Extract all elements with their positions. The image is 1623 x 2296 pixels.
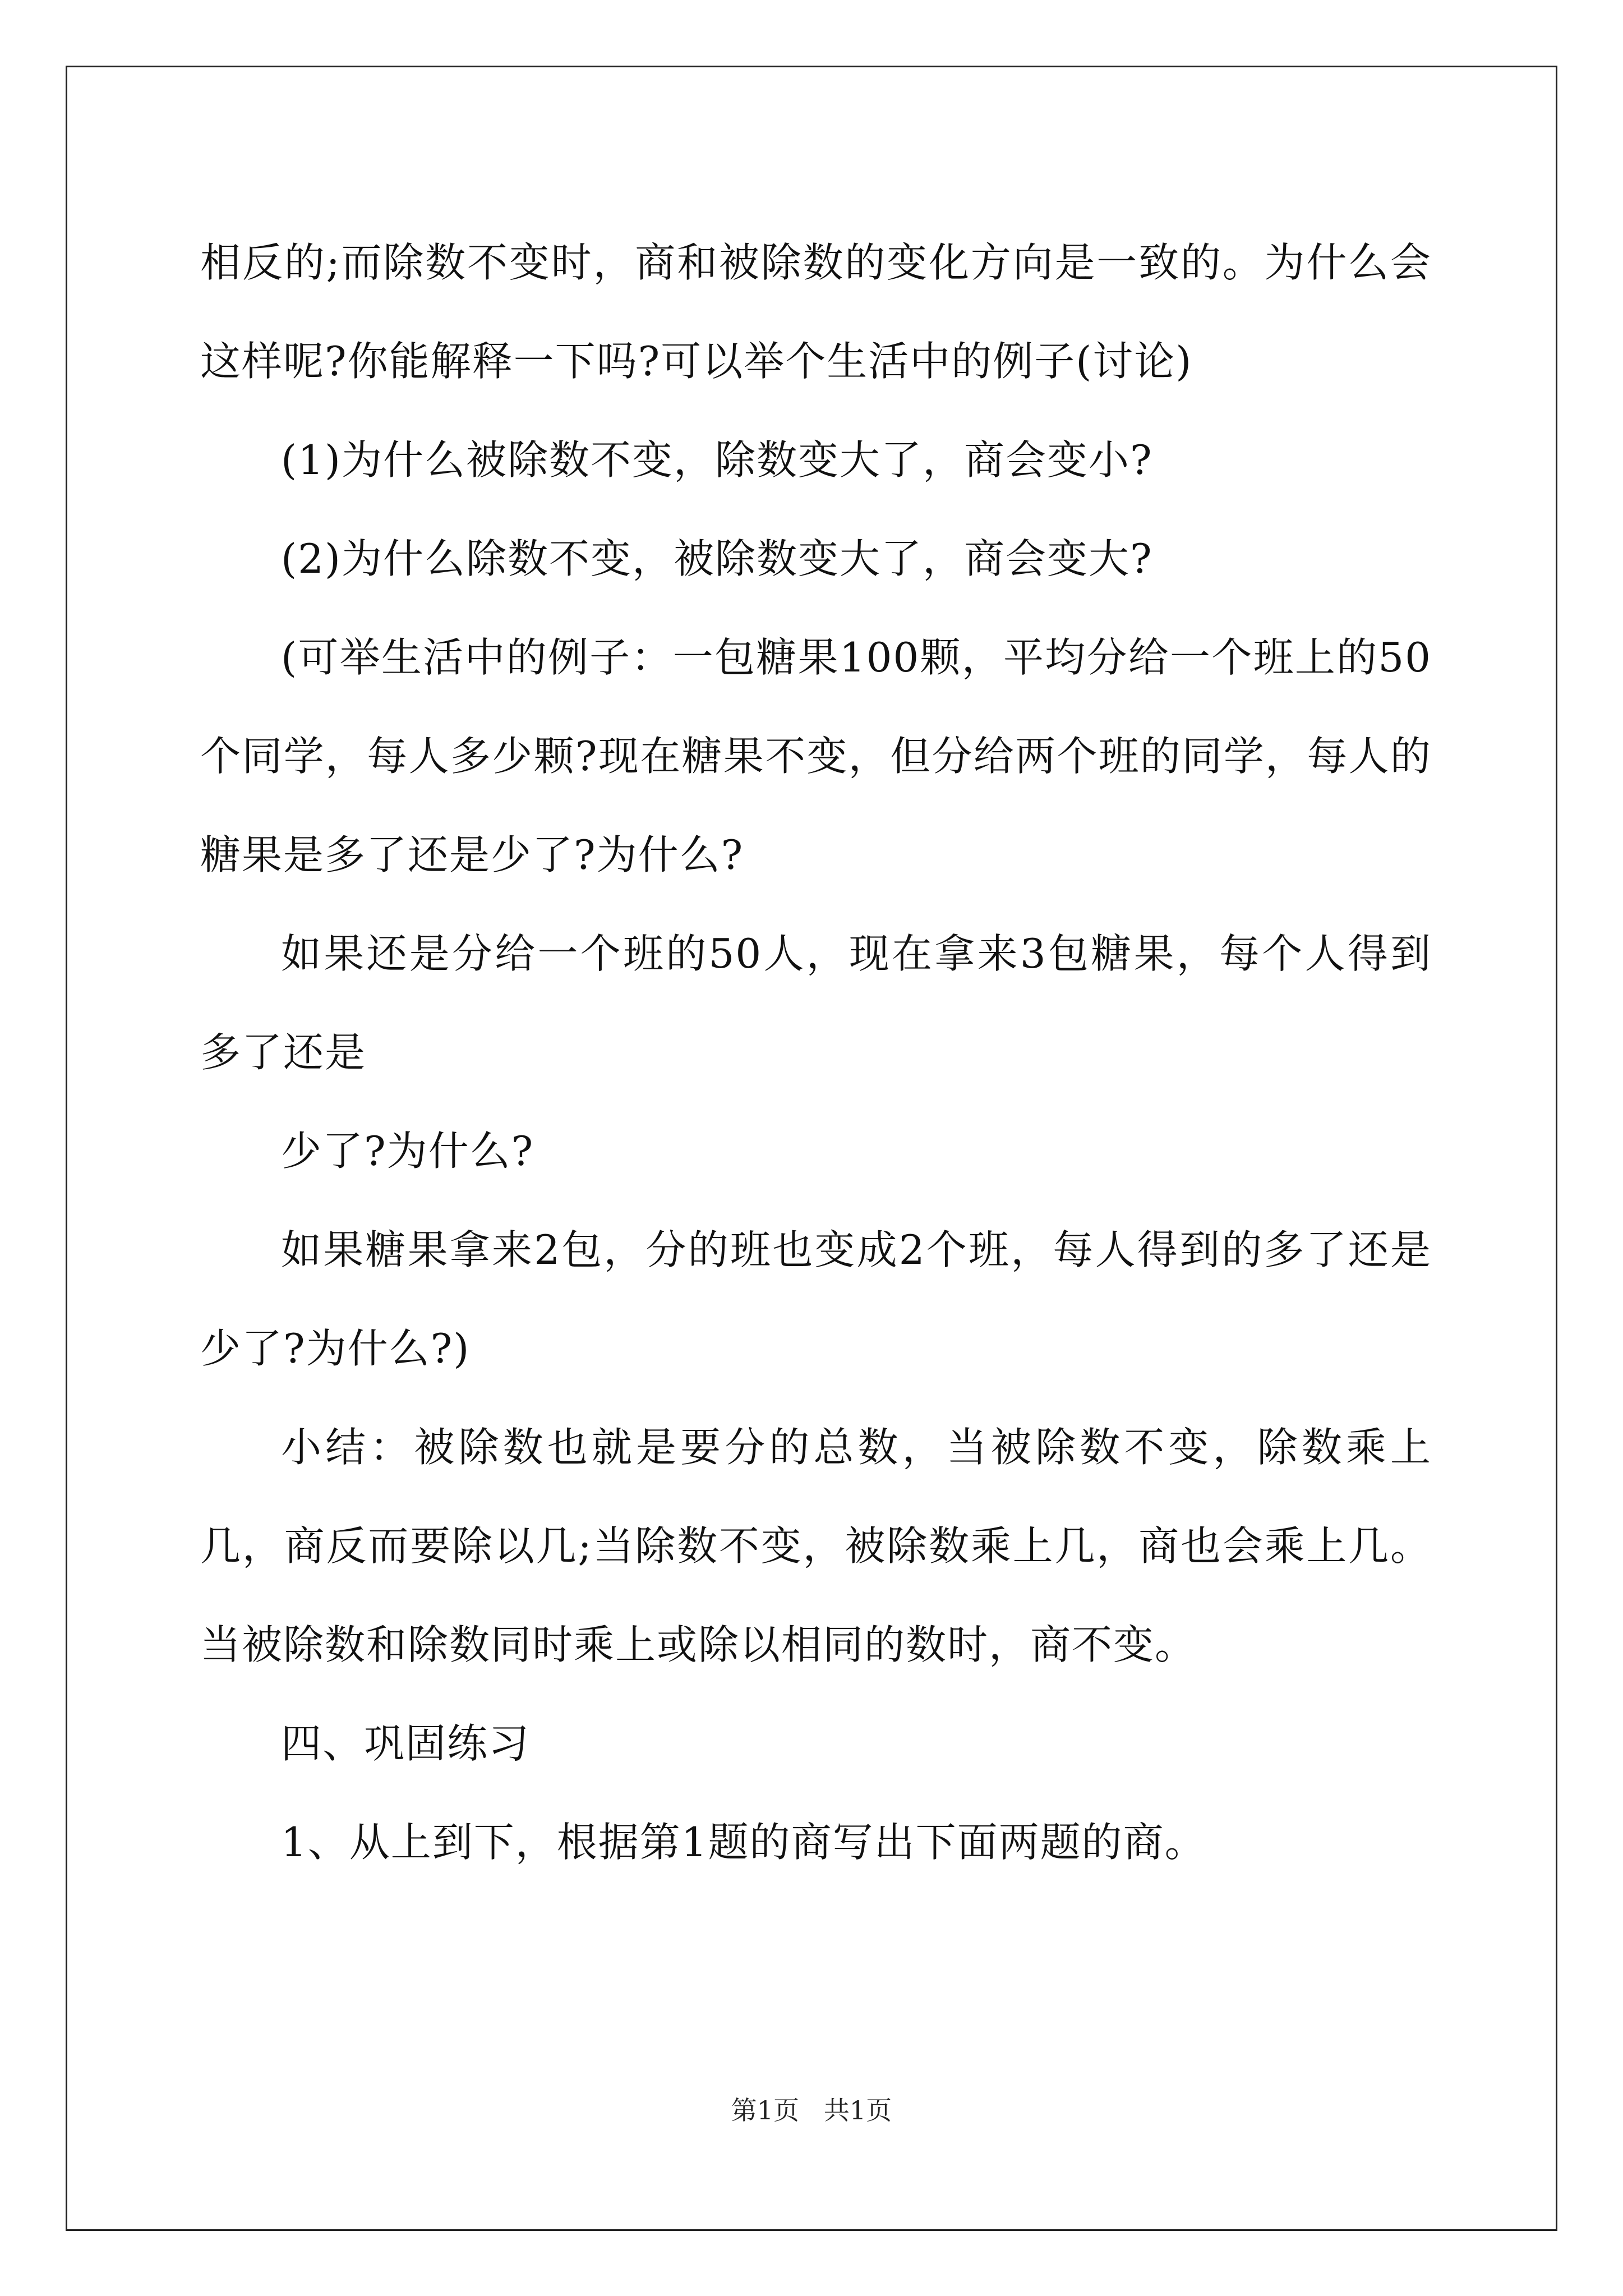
paragraph-4: (可举生活中的例子：一包糖果100颗，平均分给一个班上的50个同学，每人多少颗?现在糖果不变，但分给两个班的同学，每人的糖果是多了还是少了?为什么? <box>200 634 1432 878</box>
section-heading: 四、巩固练习 <box>281 1720 531 1767</box>
paragraph-8: 小结：被除数也就是要分的总数，当被除数不变，除数乘上几，商反而要除以几;当除数不变，被除数乘上几，商也会乘上几。当被除数和除数同时乘上或除以相同的数时，商不变。 <box>200 1424 1432 1668</box>
paragraph-6: 少了?为什么? <box>281 1128 534 1175</box>
paragraph-3: (2)为什么除数不变，被除数变大了，商会变大? <box>281 535 1153 582</box>
document-body <box>200 213 1432 1892</box>
paragraph-7: 如果糖果拿来2包，分的班也变成2个班，每人得到的多了还是少了?为什么?) <box>200 1226 1432 1372</box>
page-footer: 第1页 共1页 <box>731 2095 892 2125</box>
paragraph-2: (1)为什么被除数不变，除数变大了，商会变小? <box>281 436 1153 484</box>
paragraph-1: 相反的;而除数不变时，商和被除数的变化方向是一致的。为什么会这样呢?你能解释一下吗?可以举个生活中的例子(讨论) <box>200 239 1432 385</box>
paragraph-5: 如果还是分给一个班的50人，现在拿来3包糖果，每个人得到多了还是 <box>200 930 1432 1076</box>
paragraph-10: 1、从上到下，根据第1题的商写出下面两题的商。 <box>281 1819 1206 1866</box>
